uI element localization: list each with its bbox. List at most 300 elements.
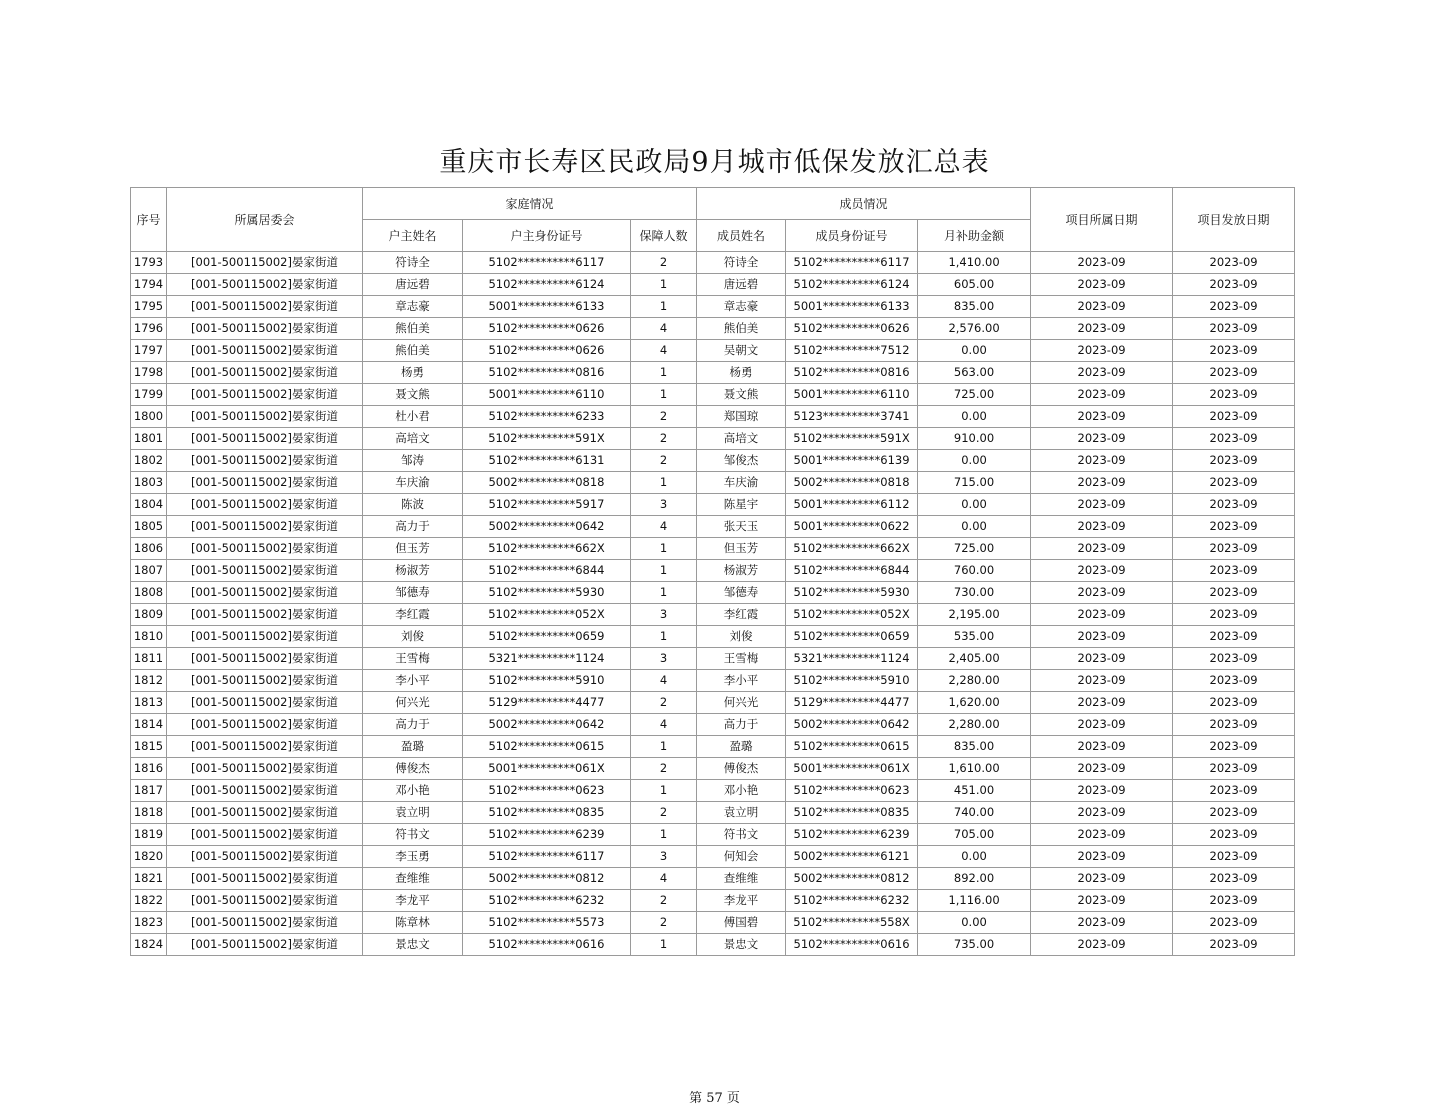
cell-head-name: 杨勇 xyxy=(363,362,463,384)
cell-head-name: 符诗全 xyxy=(363,252,463,274)
cell-issue-date: 2023-09 xyxy=(1173,648,1295,670)
cell-project-date: 2023-09 xyxy=(1031,450,1173,472)
cell-seq: 1821 xyxy=(131,868,167,890)
cell-subsidy: 835.00 xyxy=(918,736,1031,758)
cell-committee: [001-500115002]晏家街道 xyxy=(167,890,363,912)
cell-project-date: 2023-09 xyxy=(1031,824,1173,846)
cell-committee: [001-500115002]晏家街道 xyxy=(167,934,363,956)
cell-head-id: 5002**********0818 xyxy=(463,472,631,494)
cell-member-id: 5102**********0623 xyxy=(786,780,918,802)
cell-member-name: 查维维 xyxy=(697,868,786,890)
cell-head-id: 5102**********0835 xyxy=(463,802,631,824)
cell-seq: 1824 xyxy=(131,934,167,956)
cell-head-id: 5102**********5930 xyxy=(463,582,631,604)
cell-project-date: 2023-09 xyxy=(1031,670,1173,692)
cell-committee: [001-500115002]晏家街道 xyxy=(167,912,363,934)
cell-subsidy: 1,610.00 xyxy=(918,758,1031,780)
cell-seq: 1817 xyxy=(131,780,167,802)
cell-persons: 4 xyxy=(631,516,697,538)
cell-issue-date: 2023-09 xyxy=(1173,714,1295,736)
cell-subsidy: 2,280.00 xyxy=(918,670,1031,692)
cell-seq: 1808 xyxy=(131,582,167,604)
cell-issue-date: 2023-09 xyxy=(1173,362,1295,384)
cell-head-name: 车庆渝 xyxy=(363,472,463,494)
cell-project-date: 2023-09 xyxy=(1031,560,1173,582)
cell-persons: 3 xyxy=(631,846,697,868)
cell-seq: 1804 xyxy=(131,494,167,516)
cell-member-name: 王雪梅 xyxy=(697,648,786,670)
cell-member-id: 5102**********6239 xyxy=(786,824,918,846)
cell-seq: 1794 xyxy=(131,274,167,296)
cell-persons: 1 xyxy=(631,780,697,802)
cell-committee: [001-500115002]晏家街道 xyxy=(167,758,363,780)
cell-subsidy: 0.00 xyxy=(918,340,1031,362)
cell-committee: [001-500115002]晏家街道 xyxy=(167,274,363,296)
cell-seq: 1797 xyxy=(131,340,167,362)
cell-project-date: 2023-09 xyxy=(1031,274,1173,296)
cell-project-date: 2023-09 xyxy=(1031,758,1173,780)
table-row xyxy=(131,670,1295,692)
cell-subsidy: 0.00 xyxy=(918,912,1031,934)
cell-persons: 2 xyxy=(631,912,697,934)
cell-issue-date: 2023-09 xyxy=(1173,692,1295,714)
cell-head-name: 盈璐 xyxy=(363,736,463,758)
header-persons: 保障人数 xyxy=(631,220,697,252)
cell-committee: [001-500115002]晏家街道 xyxy=(167,692,363,714)
cell-persons: 1 xyxy=(631,296,697,318)
cell-committee: [001-500115002]晏家街道 xyxy=(167,626,363,648)
cell-member-id: 5001**********6112 xyxy=(786,494,918,516)
cell-committee: [001-500115002]晏家街道 xyxy=(167,780,363,802)
cell-issue-date: 2023-09 xyxy=(1173,604,1295,626)
cell-issue-date: 2023-09 xyxy=(1173,538,1295,560)
cell-head-name: 高力于 xyxy=(363,714,463,736)
cell-head-name: 符书文 xyxy=(363,824,463,846)
cell-head-name: 但玉芳 xyxy=(363,538,463,560)
cell-seq: 1798 xyxy=(131,362,167,384)
cell-persons: 2 xyxy=(631,890,697,912)
cell-seq: 1814 xyxy=(131,714,167,736)
cell-committee: [001-500115002]晏家街道 xyxy=(167,560,363,582)
cell-persons: 3 xyxy=(631,648,697,670)
table-row xyxy=(131,472,1295,494)
cell-head-name: 傅俊杰 xyxy=(363,758,463,780)
cell-subsidy: 760.00 xyxy=(918,560,1031,582)
cell-committee: [001-500115002]晏家街道 xyxy=(167,472,363,494)
cell-persons: 2 xyxy=(631,692,697,714)
cell-seq: 1800 xyxy=(131,406,167,428)
cell-head-id: 5102**********0623 xyxy=(463,780,631,802)
header-member-id: 成员身份证号 xyxy=(786,220,918,252)
cell-head-name: 邓小艳 xyxy=(363,780,463,802)
cell-member-name: 景忠文 xyxy=(697,934,786,956)
cell-member-name: 张天玉 xyxy=(697,516,786,538)
cell-persons: 1 xyxy=(631,934,697,956)
table-row xyxy=(131,934,1295,956)
cell-member-name: 符诗全 xyxy=(697,252,786,274)
cell-persons: 1 xyxy=(631,824,697,846)
cell-project-date: 2023-09 xyxy=(1031,296,1173,318)
cell-issue-date: 2023-09 xyxy=(1173,428,1295,450)
cell-issue-date: 2023-09 xyxy=(1173,802,1295,824)
table-row xyxy=(131,868,1295,890)
cell-committee: [001-500115002]晏家街道 xyxy=(167,846,363,868)
table-row xyxy=(131,318,1295,340)
cell-member-name: 盈璐 xyxy=(697,736,786,758)
cell-committee: [001-500115002]晏家街道 xyxy=(167,340,363,362)
cell-committee: [001-500115002]晏家街道 xyxy=(167,714,363,736)
cell-head-name: 李龙平 xyxy=(363,890,463,912)
cell-subsidy: 892.00 xyxy=(918,868,1031,890)
cell-seq: 1810 xyxy=(131,626,167,648)
cell-issue-date: 2023-09 xyxy=(1173,824,1295,846)
cell-seq: 1813 xyxy=(131,692,167,714)
cell-member-name: 高培文 xyxy=(697,428,786,450)
cell-project-date: 2023-09 xyxy=(1031,538,1173,560)
cell-seq: 1815 xyxy=(131,736,167,758)
table-row xyxy=(131,846,1295,868)
cell-head-id: 5001**********6110 xyxy=(463,384,631,406)
cell-persons: 2 xyxy=(631,428,697,450)
header-committee: 所属居委会 xyxy=(167,188,363,252)
table-row xyxy=(131,582,1295,604)
cell-persons: 1 xyxy=(631,560,697,582)
table-row xyxy=(131,626,1295,648)
table-row xyxy=(131,780,1295,802)
table-row xyxy=(131,560,1295,582)
cell-member-name: 陈星宇 xyxy=(697,494,786,516)
cell-head-id: 5102**********0615 xyxy=(463,736,631,758)
page-number: 第 57 页 xyxy=(689,1091,740,1106)
cell-member-id: 5001**********6139 xyxy=(786,450,918,472)
cell-issue-date: 2023-09 xyxy=(1173,472,1295,494)
table-row xyxy=(131,714,1295,736)
cell-subsidy: 730.00 xyxy=(918,582,1031,604)
cell-committee: [001-500115002]晏家街道 xyxy=(167,252,363,274)
cell-member-id: 5102**********5910 xyxy=(786,670,918,692)
cell-committee: [001-500115002]晏家街道 xyxy=(167,538,363,560)
header-head-name: 户主姓名 xyxy=(363,220,463,252)
cell-member-name: 杨淑芳 xyxy=(697,560,786,582)
cell-seq: 1822 xyxy=(131,890,167,912)
cell-issue-date: 2023-09 xyxy=(1173,318,1295,340)
cell-subsidy: 2,576.00 xyxy=(918,318,1031,340)
cell-head-name: 李小平 xyxy=(363,670,463,692)
cell-member-name: 何知会 xyxy=(697,846,786,868)
cell-head-name: 李玉勇 xyxy=(363,846,463,868)
cell-subsidy: 0.00 xyxy=(918,494,1031,516)
cell-member-id: 5102**********052X xyxy=(786,604,918,626)
cell-member-name: 郑国琼 xyxy=(697,406,786,428)
cell-head-id: 5102**********0816 xyxy=(463,362,631,384)
cell-project-date: 2023-09 xyxy=(1031,252,1173,274)
cell-head-name: 陈章林 xyxy=(363,912,463,934)
cell-issue-date: 2023-09 xyxy=(1173,626,1295,648)
cell-member-name: 刘俊 xyxy=(697,626,786,648)
cell-head-name: 刘俊 xyxy=(363,626,463,648)
cell-committee: [001-500115002]晏家街道 xyxy=(167,648,363,670)
cell-seq: 1805 xyxy=(131,516,167,538)
cell-project-date: 2023-09 xyxy=(1031,340,1173,362)
cell-head-name: 邹德寿 xyxy=(363,582,463,604)
cell-member-id: 5102**********558X xyxy=(786,912,918,934)
table-row xyxy=(131,758,1295,780)
cell-issue-date: 2023-09 xyxy=(1173,868,1295,890)
cell-seq: 1793 xyxy=(131,252,167,274)
cell-issue-date: 2023-09 xyxy=(1173,890,1295,912)
cell-persons: 2 xyxy=(631,758,697,780)
table-row xyxy=(131,912,1295,934)
cell-member-name: 熊伯美 xyxy=(697,318,786,340)
cell-member-name: 章志豪 xyxy=(697,296,786,318)
cell-member-name: 但玉芳 xyxy=(697,538,786,560)
cell-head-name: 章志豪 xyxy=(363,296,463,318)
cell-member-id: 5123**********3741 xyxy=(786,406,918,428)
table-body xyxy=(131,252,1295,956)
cell-head-id: 5002**********0812 xyxy=(463,868,631,890)
table-row xyxy=(131,274,1295,296)
cell-seq: 1820 xyxy=(131,846,167,868)
cell-member-name: 邹德寿 xyxy=(697,582,786,604)
table-row xyxy=(131,604,1295,626)
cell-head-id: 5102**********0659 xyxy=(463,626,631,648)
cell-issue-date: 2023-09 xyxy=(1173,670,1295,692)
cell-member-id: 5102**********5930 xyxy=(786,582,918,604)
cell-member-name: 杨勇 xyxy=(697,362,786,384)
header-head-id: 户主身份证号 xyxy=(463,220,631,252)
cell-seq: 1802 xyxy=(131,450,167,472)
cell-project-date: 2023-09 xyxy=(1031,318,1173,340)
cell-head-id: 5102**********0616 xyxy=(463,934,631,956)
cell-head-name: 陈波 xyxy=(363,494,463,516)
cell-member-name: 傅国碧 xyxy=(697,912,786,934)
cell-head-name: 何兴光 xyxy=(363,692,463,714)
cell-persons: 1 xyxy=(631,472,697,494)
cell-seq: 1807 xyxy=(131,560,167,582)
table-row xyxy=(131,384,1295,406)
cell-project-date: 2023-09 xyxy=(1031,626,1173,648)
cell-subsidy: 835.00 xyxy=(918,296,1031,318)
cell-seq: 1803 xyxy=(131,472,167,494)
cell-head-id: 5102**********662X xyxy=(463,538,631,560)
cell-member-name: 吴朝文 xyxy=(697,340,786,362)
cell-issue-date: 2023-09 xyxy=(1173,340,1295,362)
cell-head-name: 高培文 xyxy=(363,428,463,450)
cell-issue-date: 2023-09 xyxy=(1173,758,1295,780)
cell-persons: 4 xyxy=(631,318,697,340)
cell-head-id: 5129**********4477 xyxy=(463,692,631,714)
cell-subsidy: 605.00 xyxy=(918,274,1031,296)
cell-member-id: 5102**********6117 xyxy=(786,252,918,274)
cell-persons: 4 xyxy=(631,868,697,890)
cell-member-name: 邓小艳 xyxy=(697,780,786,802)
page-title: 重庆市长寿区民政局9月城市低保发放汇总表 xyxy=(439,147,990,178)
cell-seq: 1818 xyxy=(131,802,167,824)
header-subsidy: 月补助金额 xyxy=(918,220,1031,252)
cell-committee: [001-500115002]晏家街道 xyxy=(167,582,363,604)
cell-project-date: 2023-09 xyxy=(1031,934,1173,956)
cell-issue-date: 2023-09 xyxy=(1173,516,1295,538)
cell-persons: 1 xyxy=(631,274,697,296)
table-row xyxy=(131,692,1295,714)
cell-head-id: 5102**********0626 xyxy=(463,318,631,340)
cell-subsidy: 1,620.00 xyxy=(918,692,1031,714)
table-row xyxy=(131,494,1295,516)
header-member-group: 成员情况 xyxy=(697,188,1031,220)
cell-seq: 1801 xyxy=(131,428,167,450)
cell-project-date: 2023-09 xyxy=(1031,472,1173,494)
cell-member-id: 5102**********0615 xyxy=(786,736,918,758)
cell-head-id: 5102**********6239 xyxy=(463,824,631,846)
cell-subsidy: 715.00 xyxy=(918,472,1031,494)
cell-head-id: 5102**********0626 xyxy=(463,340,631,362)
cell-subsidy: 740.00 xyxy=(918,802,1031,824)
cell-persons: 2 xyxy=(631,406,697,428)
cell-issue-date: 2023-09 xyxy=(1173,934,1295,956)
cell-project-date: 2023-09 xyxy=(1031,802,1173,824)
header-row-group xyxy=(131,188,1295,220)
cell-member-id: 5002**********6121 xyxy=(786,846,918,868)
cell-persons: 1 xyxy=(631,736,697,758)
cell-head-name: 唐远碧 xyxy=(363,274,463,296)
cell-committee: [001-500115002]晏家街道 xyxy=(167,296,363,318)
table-row xyxy=(131,516,1295,538)
cell-persons: 3 xyxy=(631,604,697,626)
cell-subsidy: 910.00 xyxy=(918,428,1031,450)
table-row xyxy=(131,406,1295,428)
cell-subsidy: 0.00 xyxy=(918,516,1031,538)
cell-persons: 1 xyxy=(631,582,697,604)
cell-subsidy: 0.00 xyxy=(918,406,1031,428)
cell-head-id: 5001**********6133 xyxy=(463,296,631,318)
cell-head-name: 杜小君 xyxy=(363,406,463,428)
cell-committee: [001-500115002]晏家街道 xyxy=(167,670,363,692)
cell-committee: [001-500115002]晏家街道 xyxy=(167,604,363,626)
cell-issue-date: 2023-09 xyxy=(1173,450,1295,472)
cell-member-id: 5102**********6232 xyxy=(786,890,918,912)
cell-committee: [001-500115002]晏家街道 xyxy=(167,428,363,450)
cell-seq: 1819 xyxy=(131,824,167,846)
cell-member-id: 5129**********4477 xyxy=(786,692,918,714)
cell-head-id: 5002**********0642 xyxy=(463,516,631,538)
cell-member-id: 5321**********1124 xyxy=(786,648,918,670)
table-row xyxy=(131,538,1295,560)
cell-seq: 1806 xyxy=(131,538,167,560)
cell-issue-date: 2023-09 xyxy=(1173,582,1295,604)
cell-member-id: 5102**********0626 xyxy=(786,318,918,340)
cell-member-id: 5102**********591X xyxy=(786,428,918,450)
table-row xyxy=(131,296,1295,318)
cell-head-name: 聂文熊 xyxy=(363,384,463,406)
cell-subsidy: 2,280.00 xyxy=(918,714,1031,736)
cell-subsidy: 705.00 xyxy=(918,824,1031,846)
cell-member-id: 5102**********0616 xyxy=(786,934,918,956)
cell-persons: 3 xyxy=(631,494,697,516)
cell-head-id: 5102**********5573 xyxy=(463,912,631,934)
cell-head-id: 5102**********6233 xyxy=(463,406,631,428)
header-member-name: 成员姓名 xyxy=(697,220,786,252)
cell-head-name: 景忠文 xyxy=(363,934,463,956)
cell-project-date: 2023-09 xyxy=(1031,780,1173,802)
cell-head-name: 熊伯美 xyxy=(363,340,463,362)
cell-project-date: 2023-09 xyxy=(1031,846,1173,868)
header-project-date: 项目所属日期 xyxy=(1031,188,1173,252)
cell-committee: [001-500115002]晏家街道 xyxy=(167,318,363,340)
cell-member-id: 5001**********6110 xyxy=(786,384,918,406)
cell-committee: [001-500115002]晏家街道 xyxy=(167,362,363,384)
cell-committee: [001-500115002]晏家街道 xyxy=(167,824,363,846)
cell-persons: 2 xyxy=(631,802,697,824)
cell-head-name: 查维维 xyxy=(363,868,463,890)
cell-project-date: 2023-09 xyxy=(1031,714,1173,736)
table-row xyxy=(131,428,1295,450)
cell-member-id: 5102**********0835 xyxy=(786,802,918,824)
cell-head-id: 5102**********6117 xyxy=(463,252,631,274)
cell-member-id: 5001**********061X xyxy=(786,758,918,780)
table-row xyxy=(131,890,1295,912)
cell-head-id: 5102**********6124 xyxy=(463,274,631,296)
cell-seq: 1796 xyxy=(131,318,167,340)
cell-project-date: 2023-09 xyxy=(1031,494,1173,516)
cell-member-name: 符书文 xyxy=(697,824,786,846)
cell-subsidy: 725.00 xyxy=(918,384,1031,406)
header-seq: 序号 xyxy=(131,188,167,252)
cell-subsidy: 0.00 xyxy=(918,450,1031,472)
table-row xyxy=(131,824,1295,846)
cell-member-id: 5001**********6133 xyxy=(786,296,918,318)
table-row xyxy=(131,252,1295,274)
cell-subsidy: 535.00 xyxy=(918,626,1031,648)
cell-issue-date: 2023-09 xyxy=(1173,780,1295,802)
cell-member-id: 5002**********0642 xyxy=(786,714,918,736)
cell-persons: 2 xyxy=(631,450,697,472)
cell-persons: 1 xyxy=(631,626,697,648)
cell-committee: [001-500115002]晏家街道 xyxy=(167,802,363,824)
cell-persons: 1 xyxy=(631,538,697,560)
cell-head-id: 5102**********5910 xyxy=(463,670,631,692)
cell-subsidy: 725.00 xyxy=(918,538,1031,560)
cell-subsidy: 0.00 xyxy=(918,846,1031,868)
cell-member-name: 李小平 xyxy=(697,670,786,692)
table-row xyxy=(131,450,1295,472)
table-row xyxy=(131,362,1295,384)
cell-member-id: 5001**********0622 xyxy=(786,516,918,538)
cell-head-name: 杨淑芳 xyxy=(363,560,463,582)
cell-subsidy: 2,195.00 xyxy=(918,604,1031,626)
cell-member-id: 5102**********7512 xyxy=(786,340,918,362)
table-row xyxy=(131,648,1295,670)
cell-head-id: 5102**********6844 xyxy=(463,560,631,582)
cell-project-date: 2023-09 xyxy=(1031,692,1173,714)
cell-subsidy: 735.00 xyxy=(918,934,1031,956)
cell-head-id: 5102**********052X xyxy=(463,604,631,626)
header-issue-date: 项目发放日期 xyxy=(1173,188,1295,252)
cell-issue-date: 2023-09 xyxy=(1173,560,1295,582)
cell-issue-date: 2023-09 xyxy=(1173,274,1295,296)
cell-member-id: 5002**********0812 xyxy=(786,868,918,890)
cell-member-id: 5102**********662X xyxy=(786,538,918,560)
cell-subsidy: 1,410.00 xyxy=(918,252,1031,274)
cell-seq: 1811 xyxy=(131,648,167,670)
cell-persons: 4 xyxy=(631,714,697,736)
cell-member-name: 李龙平 xyxy=(697,890,786,912)
cell-issue-date: 2023-09 xyxy=(1173,912,1295,934)
cell-head-name: 王雪梅 xyxy=(363,648,463,670)
cell-issue-date: 2023-09 xyxy=(1173,406,1295,428)
cell-project-date: 2023-09 xyxy=(1031,428,1173,450)
cell-project-date: 2023-09 xyxy=(1031,736,1173,758)
header-family-group: 家庭情况 xyxy=(363,188,697,220)
